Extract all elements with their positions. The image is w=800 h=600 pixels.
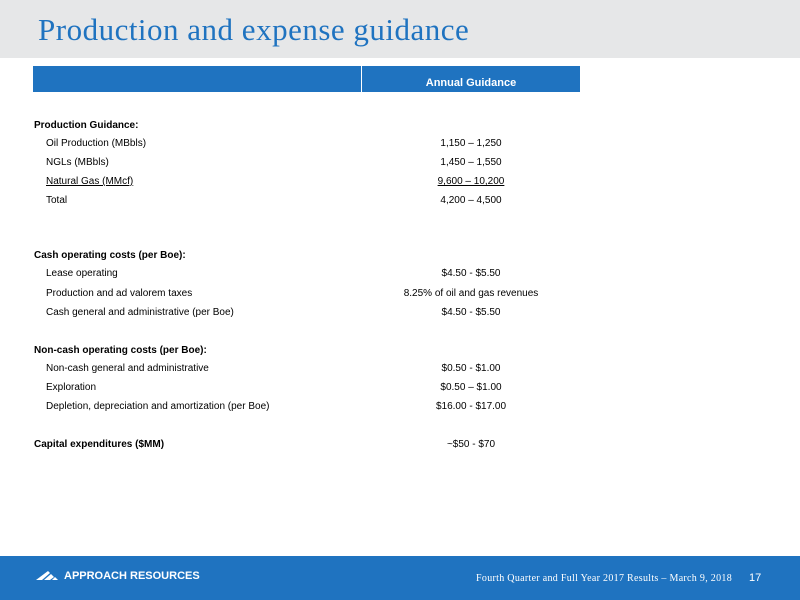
table-row [0, 155, 800, 171]
table-row [0, 174, 800, 190]
section-heading-noncash-costs [0, 343, 800, 359]
row-label: Production and ad valorem taxes [46, 288, 193, 299]
page-title: Production and expense guidance [38, 12, 470, 47]
approach-logo-icon [36, 569, 62, 581]
table-header-bar [33, 66, 580, 92]
table-row [0, 399, 800, 415]
company-logo-text: APPROACH RESOURCES [64, 570, 200, 582]
annual-guidance-header: Annual Guidance [425, 77, 517, 89]
table-row [0, 286, 800, 302]
row-value: 8.25% of oil and gas revenues [403, 288, 539, 299]
footer-bar [0, 556, 800, 600]
section-heading-label: Non-cash operating costs (per Boe): [34, 345, 207, 356]
section-heading-label: Capital expenditures ($MM) [34, 439, 165, 450]
row-label: Exploration [46, 382, 97, 393]
row-label: Depletion, depreciation and amortization (per Boe) [46, 401, 270, 412]
row-value: 1,150 – 1,250 [440, 138, 502, 149]
row-label: Natural Gas (MMcf) [46, 176, 134, 187]
table-row [0, 193, 800, 209]
row-value: 1,450 – 1,550 [440, 157, 502, 168]
table-row [0, 266, 800, 282]
section-heading-label: Cash operating costs (per Boe): [34, 250, 186, 261]
table-row [0, 380, 800, 396]
section-heading-production [0, 118, 800, 134]
row-value: ~$50 - $70 [446, 439, 496, 450]
section-heading-cash-costs [0, 248, 800, 264]
row-label: Cash general and administrative (per Boe) [46, 307, 234, 318]
row-label: NGLs (MBbls) [46, 157, 109, 168]
row-label: Non-cash general and administrative [46, 363, 209, 374]
row-value: $4.50 - $5.50 [441, 307, 501, 318]
row-label: Oil Production (MBbls) [46, 138, 147, 149]
page-number: 17 [749, 572, 762, 584]
footer-caption: Fourth Quarter and Full Year 2017 Results – March 9, 2018 [476, 573, 732, 584]
row-value: 4,200 – 4,500 [440, 195, 502, 206]
row-value: $16.00 - $17.00 [435, 401, 507, 412]
row-value: 9,600 – 10,200 [437, 176, 505, 187]
row-value: $0.50 – $1.00 [440, 382, 502, 393]
table-row [0, 305, 800, 321]
table-row [0, 136, 800, 152]
row-value: $4.50 - $5.50 [441, 268, 501, 279]
header-band [0, 0, 800, 58]
section-heading-label: Production Guidance: [34, 120, 139, 131]
row-label: Lease operating [46, 268, 118, 279]
table-row [0, 361, 800, 377]
row-label: Total [46, 195, 68, 206]
row-value: $0.50 - $1.00 [441, 363, 501, 374]
section-heading-capex [0, 437, 800, 453]
